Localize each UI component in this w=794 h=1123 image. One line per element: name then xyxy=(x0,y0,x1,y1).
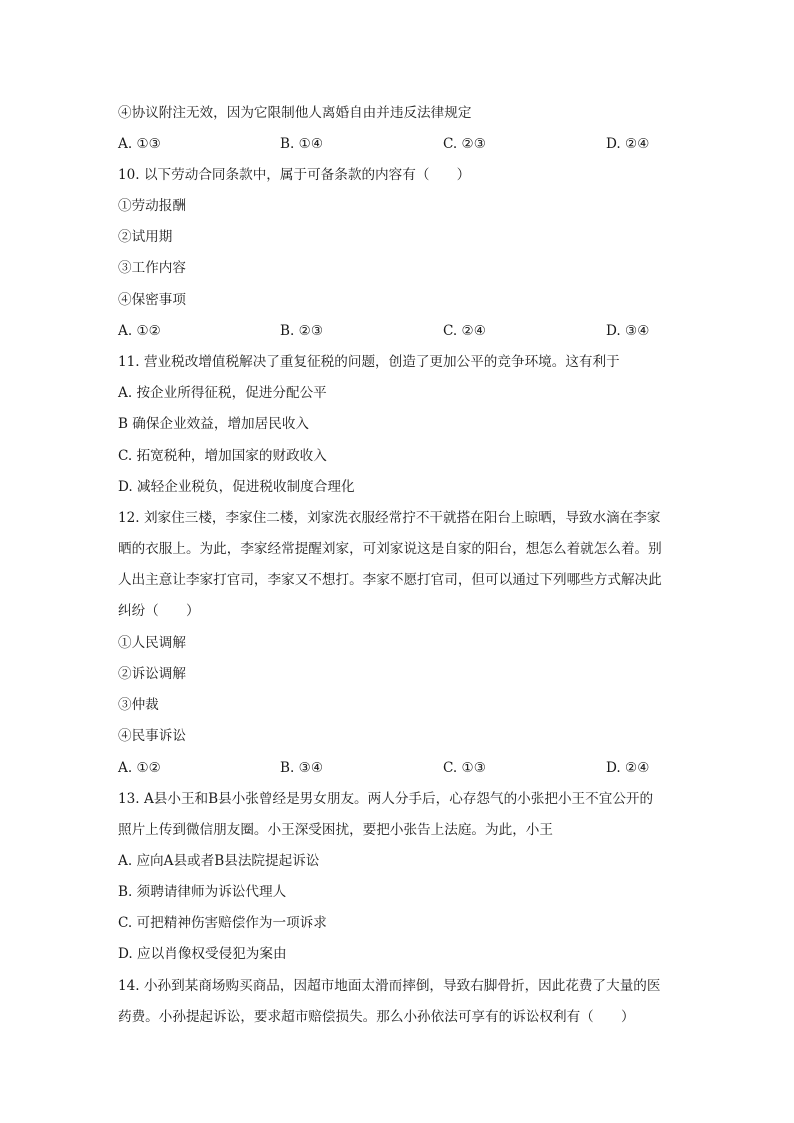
q10-options xyxy=(118,321,688,341)
q10-item-3: ③工作内容 xyxy=(118,260,186,276)
q12-item-2: ②诉讼调解 xyxy=(118,666,186,682)
q12-item-4: ④民事诉讼 xyxy=(118,728,186,744)
q12-item-3: ③仲裁 xyxy=(118,697,159,713)
q14-stem-line-1: 14. 小孙到某商场购买商品，因超市地面太滑而摔倒，导致右脚骨折，因此花费了大量的医 xyxy=(118,978,661,994)
q10-item-1: ①劳动报酬 xyxy=(118,198,186,214)
q10-stem: 10. 以下劳动合同条款中，属于可备条款的内容有（ ） xyxy=(118,167,471,183)
q13-stem-line-2: 照片上传到微信朋友圈。小王深受困扰，要把小张告上法庭。为此，小王 xyxy=(118,822,553,838)
q13-option-b: B. 须聘请律师为诉讼代理人 xyxy=(118,884,287,900)
q9-options xyxy=(118,134,688,154)
q11-option-b: B 确保企业效益，增加居民收入 xyxy=(118,416,310,432)
q9-option-d: D. ②④ xyxy=(606,136,650,152)
q11-option-a: A. 按企业所得征税，促进分配公平 xyxy=(118,385,327,401)
q12-options xyxy=(118,758,688,778)
q12-stem-line-2: 晒的衣服上。为此，李家经常提醒刘家，可刘家说这是自家的阳台，想怎么着就怎么着。别 xyxy=(118,541,662,557)
q10-option-b: B. ②③ xyxy=(280,323,324,339)
q12-option-c: C. ①③ xyxy=(443,760,486,776)
q12-stem-line-4: 纠纷（ ） xyxy=(118,603,200,619)
q12-option-a: A. ①② xyxy=(118,760,161,776)
q12-stem-line-3: 人出主意让李家打官司，李家又不想打。李家不愿打官司，但可以通过下列哪些方式解决此 xyxy=(118,572,662,588)
q11-stem: 11. 营业税改增值税解决了重复征税的问题，创造了更加公平的竞争环境。这有利于 xyxy=(118,354,620,370)
q10-item-4: ④保密事项 xyxy=(118,292,186,308)
q12-option-b: B. ③④ xyxy=(280,760,324,776)
q10-option-c: C. ②④ xyxy=(443,323,486,339)
q13-stem-line-1: 13. A县小王和B县小张曾经是男女朋友。两人分手后，心存怨气的小张把小王不宜公开的 xyxy=(118,791,654,807)
q13-option-c: C. 可把精神伤害赔偿作为一项诉求 xyxy=(118,915,327,931)
q9-option-a: A. ①③ xyxy=(118,136,161,152)
q14-stem-line-2: 药费。小孙提起诉讼，要求超市赔偿损失。那么小孙依法可享有的诉讼权利有（ ） xyxy=(118,1009,635,1025)
q12-option-d: D. ②④ xyxy=(606,760,650,776)
q11-option-c: C. 拓宽税种，增加国家的财政收入 xyxy=(118,448,327,464)
q9-option-b: B. ①④ xyxy=(280,136,324,152)
q11-option-d: D. 减轻企业税负，促进税收制度合理化 xyxy=(118,479,355,495)
q12-stem-line-1: 12. 刘家住三楼，李家住二楼，刘家洗衣服经常拧不干就搭在阳台上晾晒，导致水滴在李家 xyxy=(118,510,661,526)
q13-option-a: A. 应向A县或者B县法院提起诉讼 xyxy=(118,853,320,869)
q12-item-1: ①人民调解 xyxy=(118,635,186,651)
q10-item-2: ②试用期 xyxy=(118,229,173,245)
q10-option-a: A. ①② xyxy=(118,323,161,339)
q13-option-d: D. 应以肖像权受侵犯为案由 xyxy=(118,946,287,962)
q10-option-d: D. ③④ xyxy=(606,323,650,339)
q9-option-c: C. ②③ xyxy=(443,136,486,152)
q9-item-4: ④协议附注无效，因为它限制他人离婚自由并违反法律规定 xyxy=(118,105,472,121)
